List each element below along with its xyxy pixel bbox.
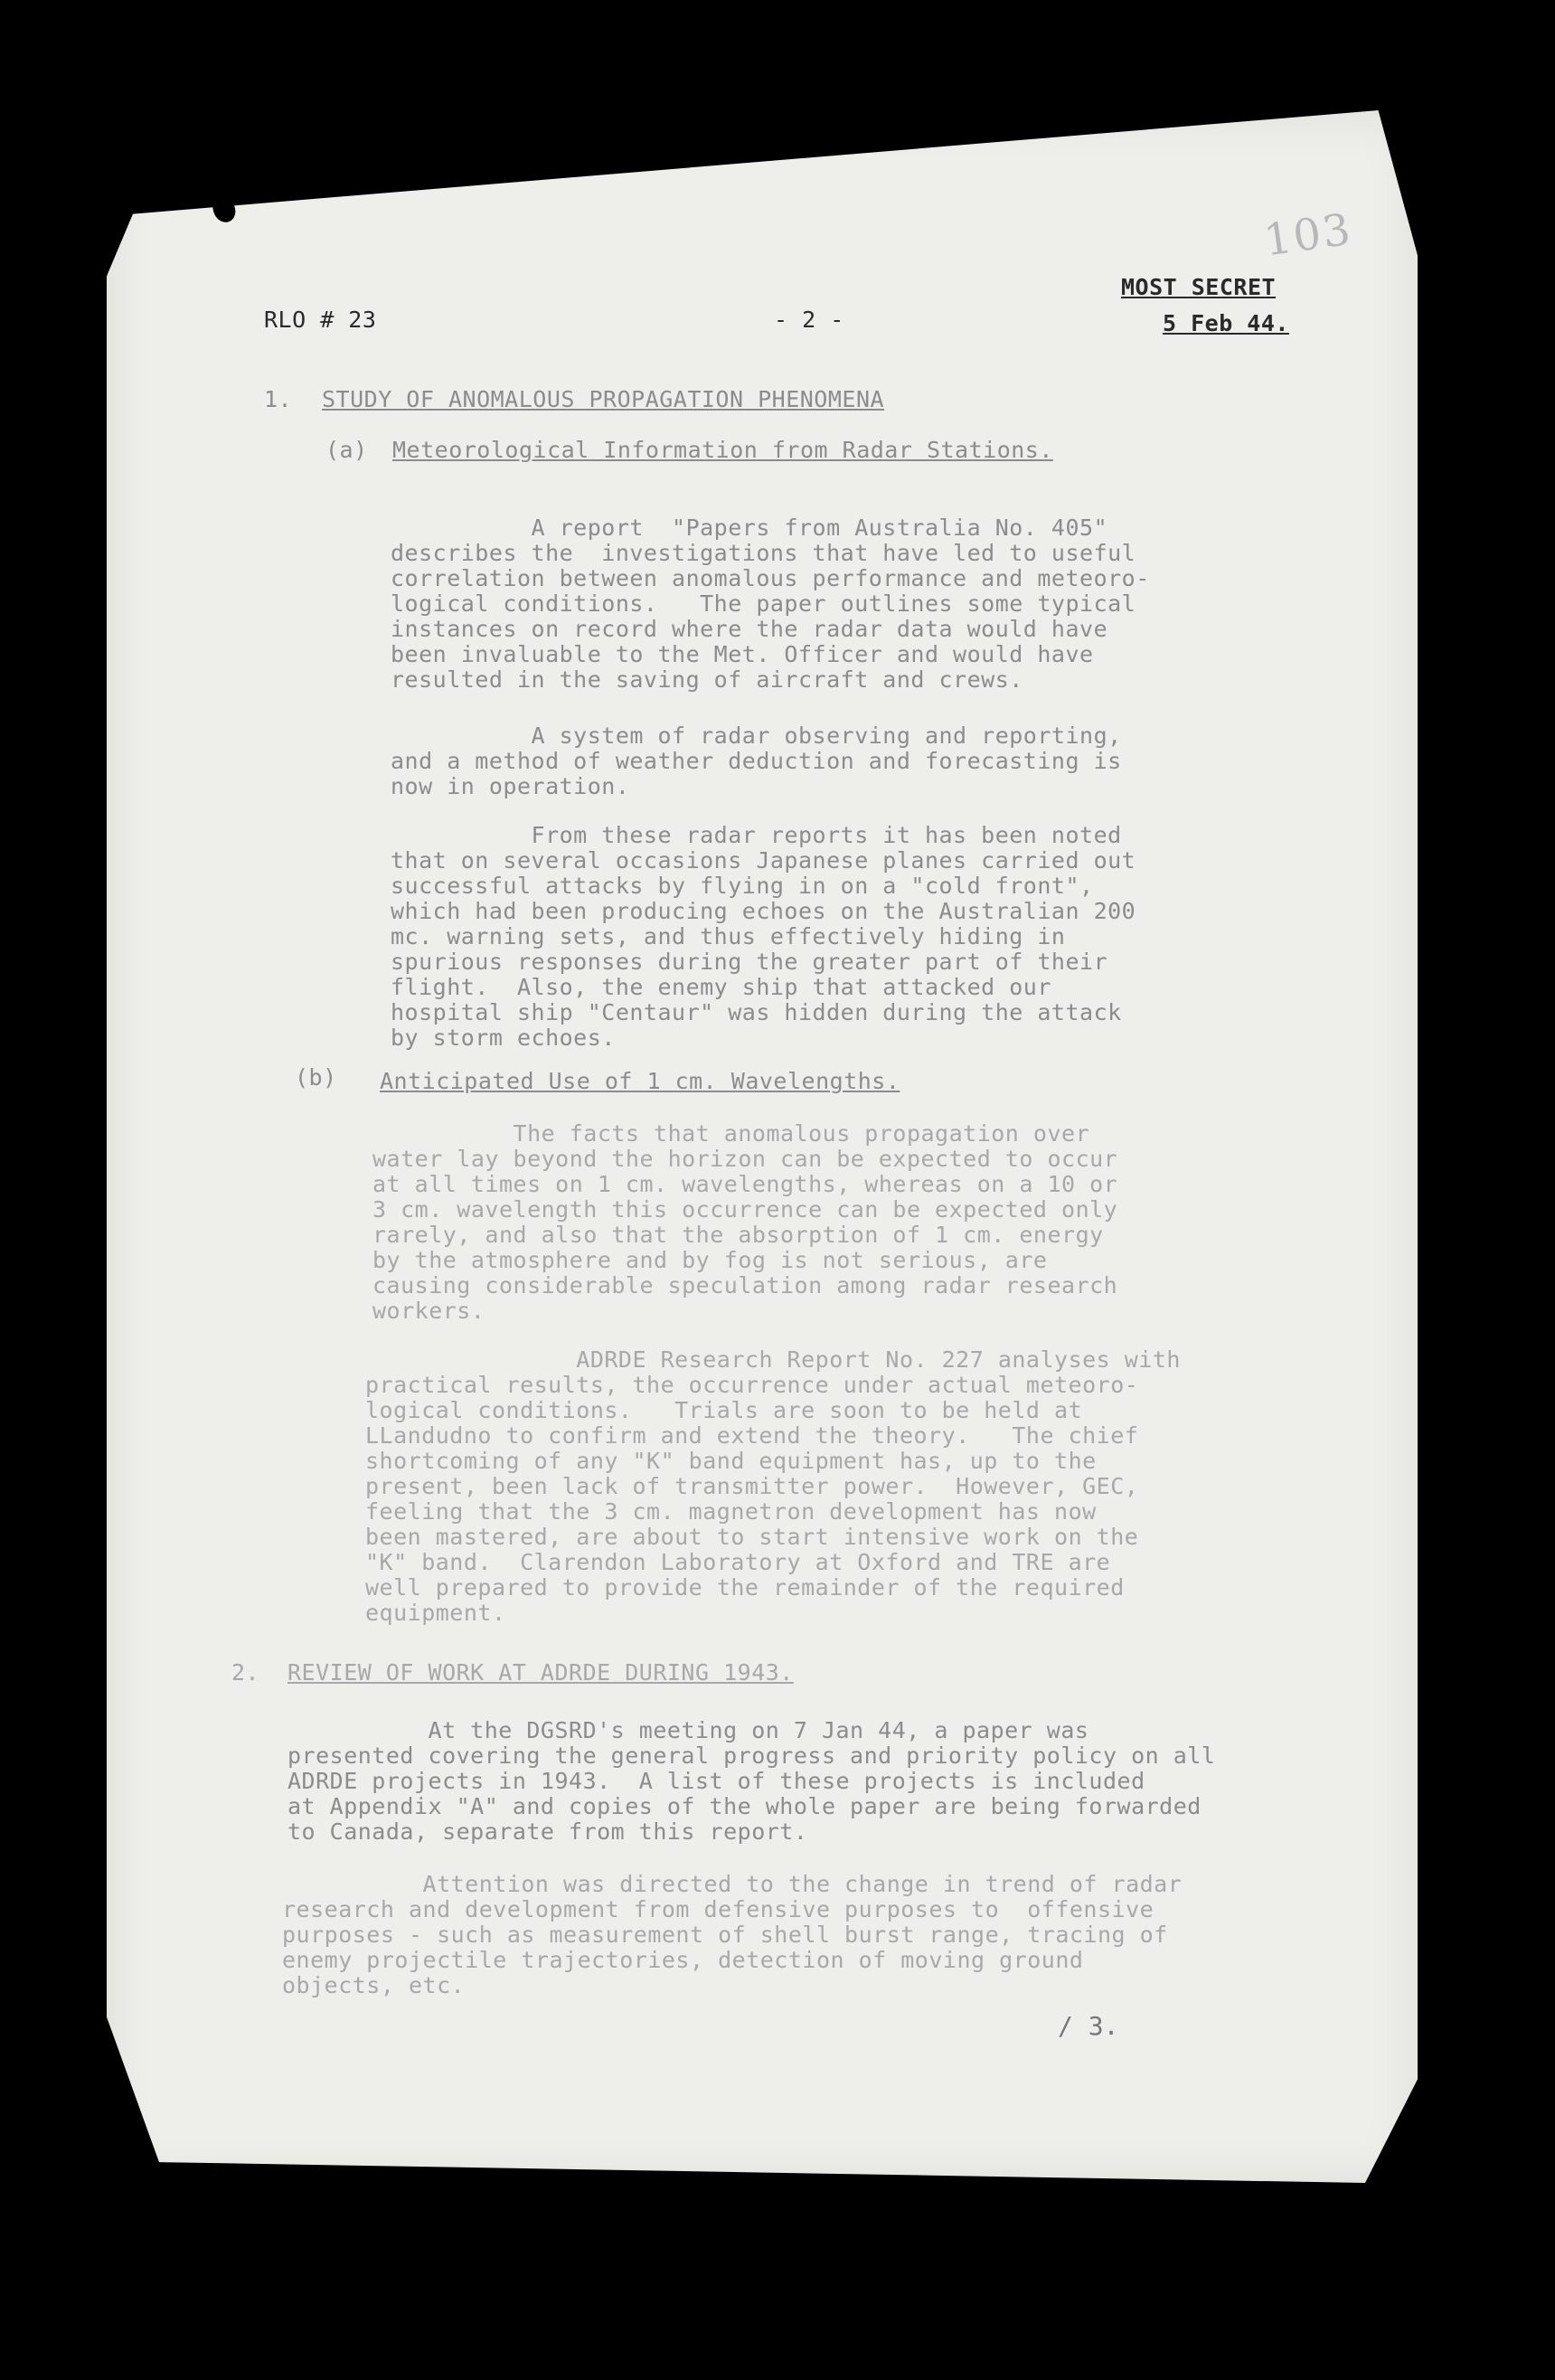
- paragraph-2b: Attention was directed to the change in trend of radar research and development from defensive purposes to offensive purposes - such as measurement of shell burst range, tracing of enemy projectile trajectories, detection of moving ground objects, etc.: [282, 1871, 1183, 1998]
- handwritten-folio-number: 103: [1260, 203, 1356, 267]
- subsection-a-label: (a): [325, 437, 368, 463]
- paragraph-2a: At the DGSRD's meeting on 7 Jan 44, a paper was presented covering the general progress and priority policy on all ADRDE projects in 1943. A list of these projects is included at Appendix "A" and copies of the whole paper are being forwarded to Canada, separate from this report.: [287, 1717, 1216, 1845]
- section-1-title: STUDY OF ANOMALOUS PROPAGATION PHENOMENA: [322, 386, 885, 412]
- paragraph-b1: The facts that anomalous propagation over water lay beyond the horizon can be expected to occur at all times on 1 cm. wavelengths, whereas on a 10 or 3 cm. wavelength this occurrence can be expected only rarely, and also that the absorption of 1 cm. energy by the atmosphere and by fog is not serious, are causing considerable speculation among radar research workers.: [372, 1120, 1118, 1324]
- paragraph-a3: From these radar reports it has been noted that on several occasions Japanese planes carried out successful attacks by flying in on a "cold front", which had been producing echoes on the Australian 200 mc. warning sets, and thus effectively hiding in spurious responses during the greater part of their flight. Also, the enemy ship that attacked our hospital ship "Centaur" was hidden during the attack by storm echoes.: [391, 822, 1136, 1051]
- subsection-b-title: Anticipated Use of 1 cm. Wavelengths.: [380, 1068, 900, 1094]
- paragraph-a1: A report "Papers from Australia No. 405" describes the investigations that have led to useful correlation between anomalous performance and meteoro- logical conditions. The paper outlines some typical instances on record where the radar data would have been invaluable to the Met. Officer and would have resulted in the saving of aircraft and crews.: [391, 515, 1150, 693]
- page-number: - 2 -: [774, 307, 844, 333]
- subsection-a-title: Meteorological Information from Radar Stations.: [392, 437, 1053, 463]
- reference-number: RLO # 23: [264, 307, 377, 333]
- section-1-number: 1.: [264, 386, 293, 412]
- section-2-number: 2.: [231, 1659, 260, 1686]
- paragraph-b2: ADRDE Research Report No. 227 analyses with practical results, the occurrence under actual meteoro- logical conditions. Trials are soon to be held at LLandudno to confirm and extend the theory. The chief shortcoming of any "K" band equipment has, up to the present, been lack of transmitter power. However, GEC, feeling that the 3 cm. magnetron development has now been mastered, are about to start intensive work on the "K" band. Clarendon Laboratory at Oxford and TRE are well prepared to provide the remainder of the required equipment.: [365, 1346, 1181, 1626]
- document-date: 5 Feb 44.: [1163, 310, 1289, 336]
- continuation-marker: / 3.: [1058, 2011, 1119, 2041]
- section-2-title: REVIEW OF WORK AT ADRDE DURING 1943.: [287, 1659, 794, 1686]
- subsection-b-label: (b): [295, 1064, 337, 1091]
- classification-label: MOST SECRET: [1121, 274, 1277, 300]
- paragraph-a2: A system of radar observing and reporting, and a method of weather deduction and forecasting is now in operation.: [391, 722, 1122, 799]
